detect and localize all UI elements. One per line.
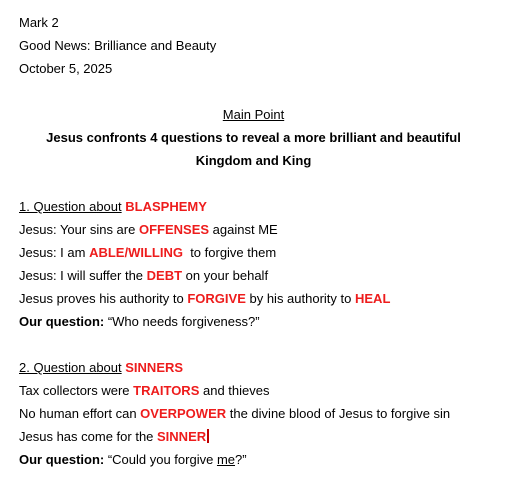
text: to forgive them: [182, 245, 277, 260]
text: No human effort can: [19, 406, 141, 421]
section-1-heading-prefix: 1. Question about: [19, 199, 122, 214]
section-2-heading-keyword: SINNERS: [125, 360, 184, 375]
question-text: “Who needs forgiveness?”: [104, 314, 260, 329]
question-label: Our question:: [19, 452, 105, 467]
keyword: OVERPOWER: [140, 406, 227, 421]
question-text: ?”: [235, 452, 247, 467]
question-text-me: me: [216, 452, 236, 467]
keyword: HEAL: [355, 291, 391, 306]
keyword: ABLE/WILLING: [89, 245, 183, 260]
header-title: Good News: Brilliance and Beauty: [19, 38, 217, 53]
keyword: DEBT: [146, 268, 183, 283]
text: Jesus: Your sins are: [19, 222, 139, 237]
text: the divine blood of Jesus to forgive sin: [226, 406, 451, 421]
section-2-line-2: [19, 406, 450, 422]
text: Tax collectors were: [19, 383, 134, 398]
text-cursor: [207, 429, 209, 443]
text: on your behalf: [182, 268, 269, 283]
text: against ME: [209, 222, 278, 237]
text: by his authority to: [245, 291, 355, 306]
text: and thieves: [199, 383, 270, 398]
section-1-line-2: [19, 245, 276, 261]
main-point-heading-text: Main Point: [222, 107, 285, 122]
section-1-heading: [19, 199, 207, 215]
header-book: Mark 2: [19, 15, 59, 30]
section-2-line-3: [19, 429, 209, 445]
keyword: FORGIVE: [187, 291, 246, 306]
section-1-line-3: [19, 268, 268, 284]
text: Jesus has come for the: [19, 429, 158, 444]
keyword: SINNER: [157, 429, 207, 444]
main-point-line-1: Jesus confronts 4 questions to reveal a more brilliant and beautiful: [46, 130, 461, 145]
text: Jesus: I will suffer the: [19, 268, 147, 283]
keyword: OFFENSES: [138, 222, 210, 237]
main-point-line-2: Kingdom and King: [195, 153, 312, 168]
section-2-heading: [19, 360, 183, 376]
header-date: October 5, 2025: [19, 61, 113, 76]
section-2-line-1: [19, 383, 269, 399]
keyword: TRAITORS: [133, 383, 200, 398]
section-1-heading-keyword: BLASPHEMY: [125, 199, 207, 214]
section-1-question: [19, 314, 260, 330]
section-1-line-1: [19, 222, 278, 238]
question-label: Our question:: [19, 314, 105, 329]
section-2-question: [19, 452, 247, 468]
text: Jesus: I am: [19, 245, 90, 260]
main-point-heading: [0, 107, 507, 123]
question-text: “Could you forgive: [104, 452, 217, 467]
text: Jesus proves his authority to: [19, 291, 188, 306]
section-2-heading-prefix: 2. Question about: [19, 360, 122, 375]
section-1-line-4: [19, 291, 390, 307]
